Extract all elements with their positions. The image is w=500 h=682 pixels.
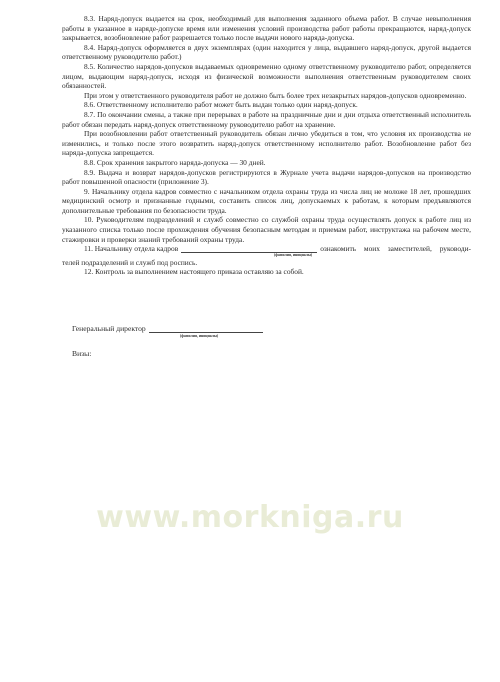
paragraph-8-6: 8.6. Ответственному исполнителю работ может быть выдан только один наряд-допуск. bbox=[84, 100, 358, 110]
signature-caption: (фамилия, инициалы) bbox=[180, 334, 219, 338]
paragraph-8-9: 8.9. Выдача и возврат нарядов-допусков регистрируются в Журнале учета выдачи нарядов-допусков на производство работ повышенной опасности (приложение 3). bbox=[62, 167, 471, 187]
paragraph-10: 10. Руководителям подразделений и служб совместно со службой охраны труда осуществлять допуск к работе лиц из указанного списка только после прохождения обучения безопасным методам и приемам работ, инструктажа на рабочем месте, стажировки и проверки знаний требований охраны труда. bbox=[62, 215, 471, 244]
item11-name-blank bbox=[181, 245, 317, 253]
signature-blank bbox=[149, 325, 263, 333]
paragraph-8-4: 8.4. Наряд-допуск оформляется в двух экземплярах (один находится у лица, выдавшего наряд-допуск, другой выдается ответственному руководителю работ.) bbox=[62, 42, 471, 62]
paragraph-8-8: 8.8. Срок хранения закрытого наряда-допуска — 30 дней. bbox=[84, 157, 266, 167]
paragraph-8-5: 8.5. Количество нарядов-допусков выдаваемых одновременно одному ответственному руководителю работ, определяется лицом, выдающим наряд-допуск, исходя из физической возможности выполнения ответственным руководителем своих обязанностей. bbox=[62, 61, 471, 91]
document-body bbox=[62, 14, 471, 277]
item11-lead: 11. Начальнику отдела кадров bbox=[84, 244, 179, 254]
item11-caption: (фамилия, инициалы) bbox=[274, 252, 313, 257]
paragraph-11 bbox=[62, 244, 471, 254]
paragraph-8-3: 8.3. Наряд-допуск выдается на срок, необходимый для выполнения заданного объема работ. В случае невыполнения работы в указанное в наряде-допуске время или изменения условий производства работ работы прекращаются, наряд-допуск закрывается, возобновление работ разрешается только после выдачи нового наряда-допуска. bbox=[62, 14, 471, 43]
paragraph-12: 12. Контроль за выполнением настоящего приказа оставляю за собой. bbox=[84, 267, 304, 277]
paragraph-8-7: 8.7. По окончании смены, а также при перерывах в работе на праздничные дни и дни отдыха ответственный исполнитель работ обязан передать наряд-допуск ответственному руководителю работ на хранение. bbox=[62, 109, 471, 129]
visas-label: Визы: bbox=[72, 349, 92, 358]
signature-label: Генеральный директор bbox=[72, 324, 146, 333]
item11-rest: ознакомить моих заместителей, руководи- bbox=[320, 244, 471, 254]
paragraph-limit-note: При этом у ответственного руководителя работ не должно быть более трех незакрытых нарядов-допусков одновременно. bbox=[84, 90, 467, 100]
item11-continuation: телей подразделений и служб под роспись. bbox=[62, 257, 198, 267]
watermark: www.morkniga.ru bbox=[96, 500, 404, 535]
signature-line bbox=[72, 324, 263, 333]
paragraph-9: 9. Начальнику отдела кадров совместно с начальником отдела охраны труда из числа лиц не моложе 18 лет, прошедших медицинский осмотр и признанные годными, составить список лиц, допускаемых к работам, к которым предъявляются дополнительные требования по безопасности труда. bbox=[62, 186, 471, 215]
paragraph-resume-note: При возобновлении работ ответственный руководитель обязан лично убедиться в том, что условия их производства не изменились, и только после этого возвратить наряд-допуск ответственному исполнителю работ. Возобновление работ без наряда-допуска запрещается. bbox=[62, 129, 471, 158]
